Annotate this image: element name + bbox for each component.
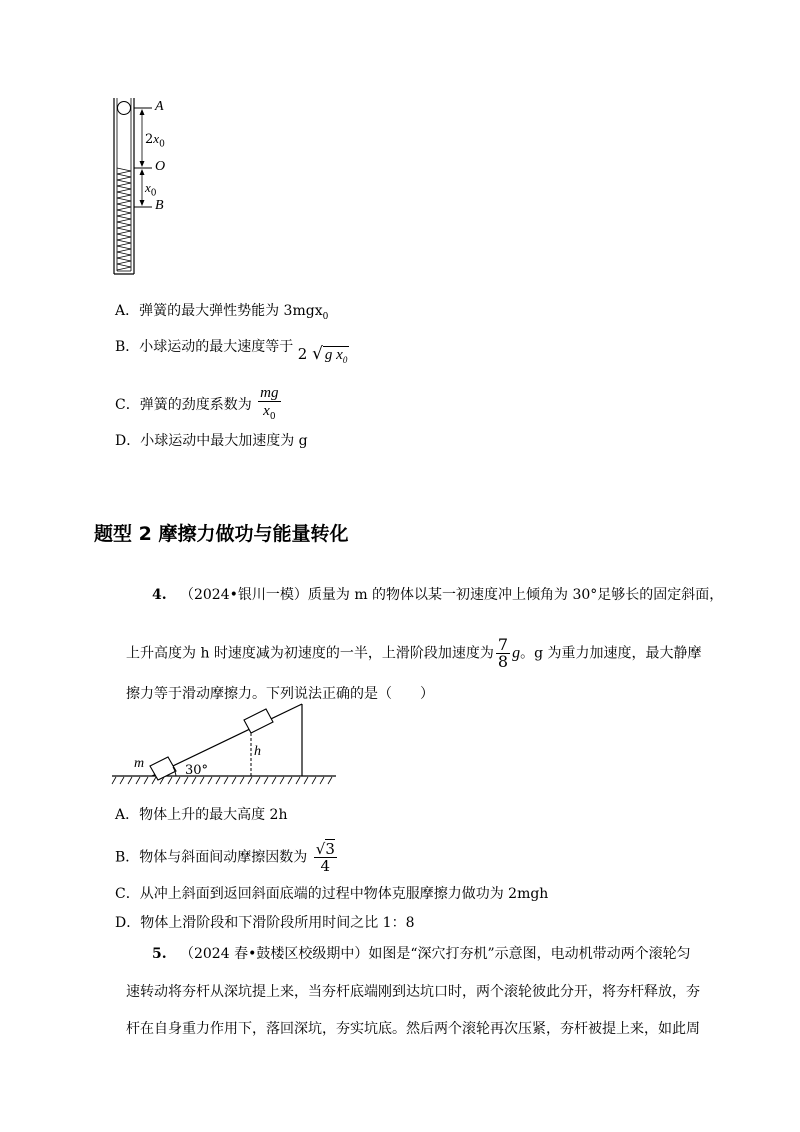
fraction-sqrt3-4: $\frac{√3}{4}$ [315, 840, 335, 875]
label-A: A [155, 99, 164, 114]
q4-option-c[interactable]: C．从冲上斜面到返回斜面底端的过程中物体克服摩擦力做功为 2mgh [115, 886, 549, 902]
fraction-mg-x0: $\frac{mg}{x_0}$ [260, 385, 279, 422]
section-heading: 题型 2 摩擦力做功与能量转化 [94, 523, 349, 545]
ball [118, 102, 131, 115]
label-m: m [134, 756, 145, 771]
q5-line-1: 5. （2024 春•鼓楼区校级期中）如图是“深穴打夯机”示意图，电动机带动两个滚轮匀 [152, 946, 691, 962]
q4-line-2: 上升高度为 h 时速度减为初速度的一半，上滑阶段加速度为 $\frac{7}{8}$ g。g 为重力加速度，最大静摩 [126, 635, 702, 671]
q4-option-b[interactable]: B．物体与斜面间动摩擦因数为 $\frac{√3}{4}$ [115, 840, 335, 875]
q4-option-a[interactable]: A．物体上升的最大高度 2h [115, 807, 288, 823]
incline-figure [110, 700, 340, 790]
label-x0: $x_0$ [145, 180, 157, 199]
q3-option-a[interactable]: A．弹簧的最大弹性势能为 3mgx$_0$ [115, 303, 329, 322]
q5-line-3: 杆在自身重力作用下，落回深坑，夯实坑底。然后两个滚轮再次压紧，夯杆被提上来，如此周 [126, 1021, 700, 1037]
q4-option-d[interactable]: D．物体上滑阶段和下滑阶段所用时间之比 1：8 [115, 915, 415, 931]
label-O: O [155, 159, 166, 174]
label-2x0: $2x_0$ [145, 131, 165, 150]
label-30deg: 30° [185, 763, 209, 778]
q3-option-c[interactable]: C．弹簧的劲度系数为 $\frac{mg}{x_0}$ [115, 385, 283, 425]
label-h: h [254, 744, 261, 759]
sqrt-expression: 2 √ g $x_0$ [297, 344, 348, 365]
q3-option-b[interactable]: B．小球运动的最大速度等于 2 √ g $x_0$ [115, 337, 349, 370]
fraction-7-8: $\frac{7}{8}$ [497, 635, 509, 671]
q3-option-d[interactable]: D．小球运动中最大加速度为 g [115, 433, 308, 449]
spring [117, 168, 131, 270]
q4-line-1: 4. （2024•银川一模）质量为 m 的物体以某一初速度冲上倾角为 30°足够长的固定斜面， [152, 587, 724, 603]
label-B: B [155, 198, 164, 213]
q4-line-3: 擦力等于滑动摩擦力。下列说法正确的是（ ） [126, 686, 434, 702]
q5-line-2: 速转动将夯杆从深坑提上来，当夯杆底端刚到达坑口时，两个滚轮彼此分开，将夯杆释放，夯 [126, 984, 700, 1000]
